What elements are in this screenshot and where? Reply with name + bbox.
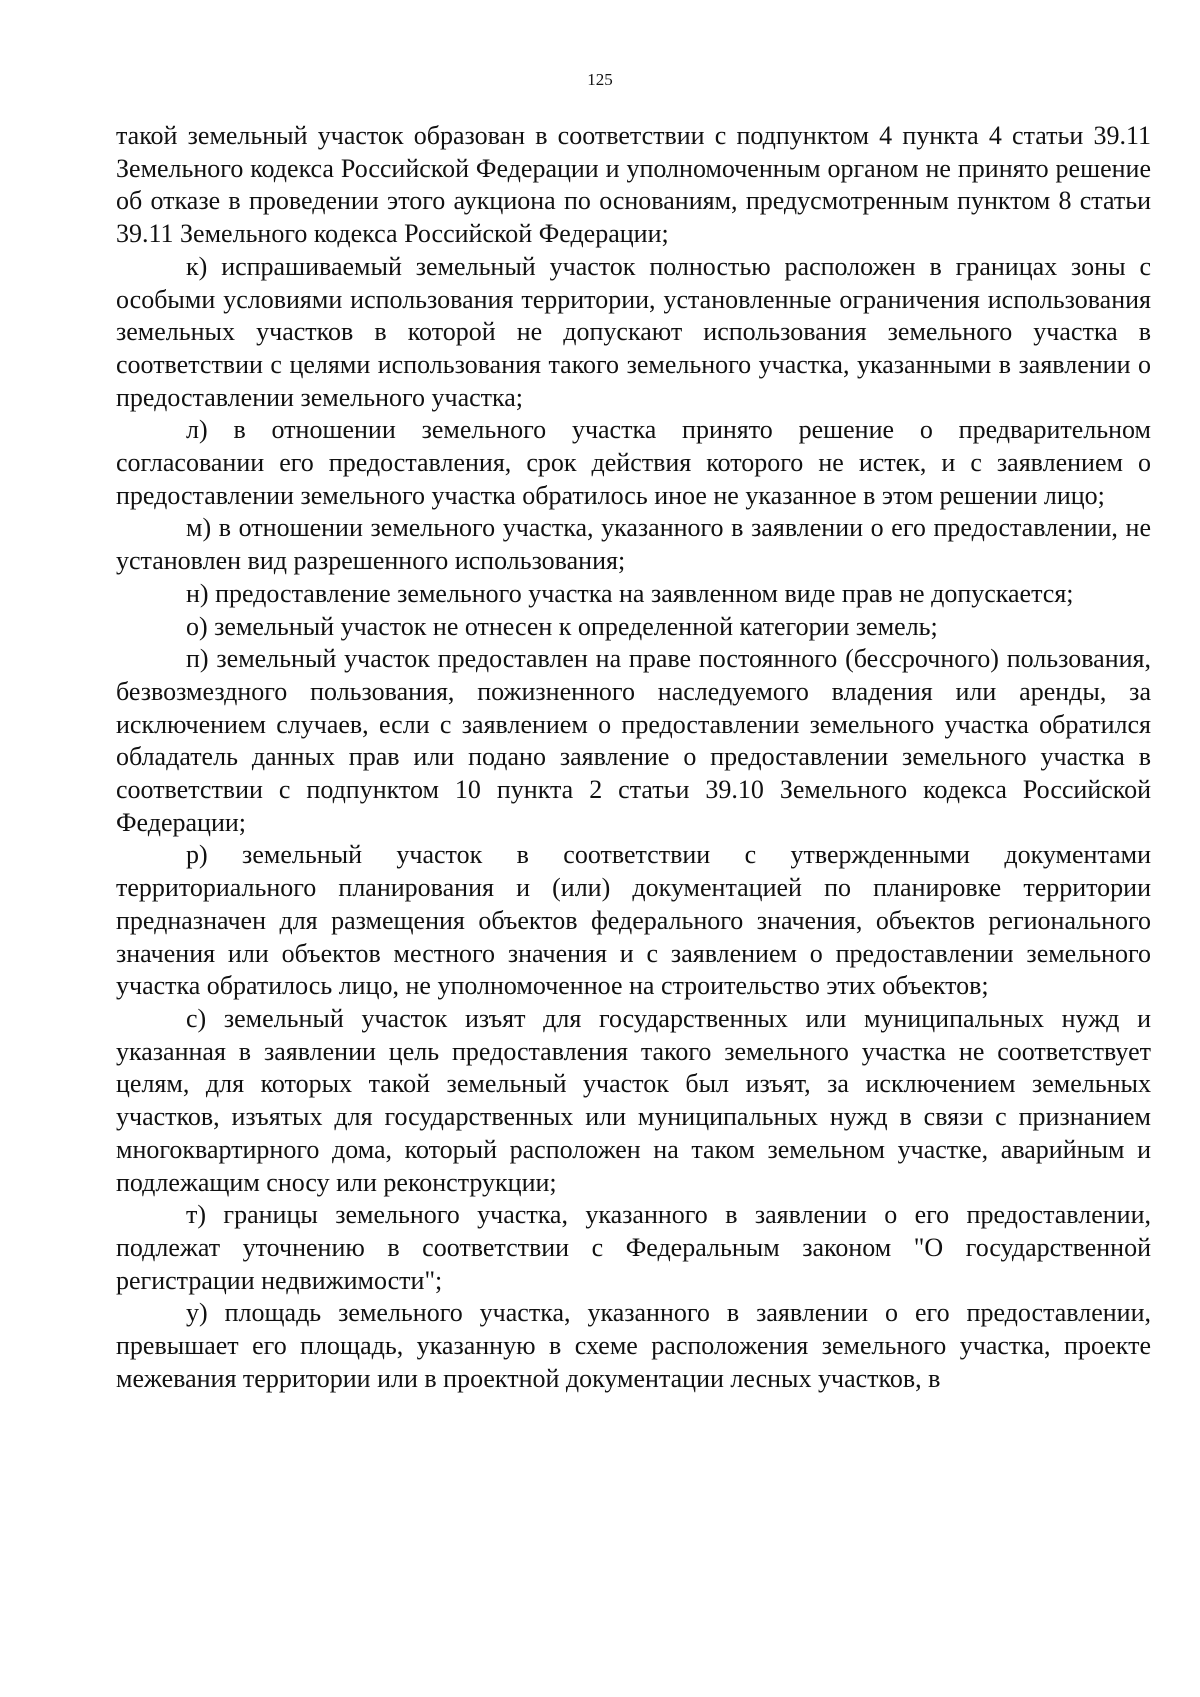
paragraph-item-t: т) границы земельного участка, указанного в заявлении о его предоставлении, подлежат уточнению в соответствии с Федеральным законом "О государственной регистрации недвижимости";	[116, 1200, 1151, 1295]
page-number: 125	[587, 70, 613, 89]
paragraph-item-s: с) земельный участок изъят для государственных или муниципальных нужд и указанная в заявлении цель предоставления такого земельного участка не соответствует целям, для которых такой земельный участок был изъят, за исключением земельных участков, изъятых для государственных или муниципальных нужд в связи с признанием многоквартирного дома, который расположен на таком земельном участке, аварийным и подлежащим сносу или реконструкции;	[116, 1003, 1151, 1197]
paragraph-item-o: о) земельный участок не отнесен к определенной категории земель;	[186, 611, 938, 641]
paragraph-item-n: н) предоставление земельного участка на заявленном виде прав не допускается;	[186, 578, 1074, 608]
paragraph-item-l: л) в отношении земельного участка принято решение о предварительном согласовании его предоставления, срок действия которого не истек, и с заявлением о предоставлении земельного участка обратилось иное не указанное в этом решении лицо;	[116, 415, 1151, 510]
paragraph-item-k: к) испрашиваемый земельный участок полностью расположен в границах зоны с особыми условиями использования территории, установленные ограничения использования земельных участков в которой не допускают использования земельного участка в соответствии с целями использования такого земельного участка, указанными в заявлении о предоставлении земельного участка;	[116, 251, 1151, 412]
paragraph-item-m: м) в отношении земельного участка, указанного в заявлении о его предоставлении, не установлен вид разрешенного использования;	[116, 513, 1151, 576]
paragraph-item-r: р) земельный участок в соответствии с утвержденными документами территориального планирования и (или) документацией по планировке территории предназначен для размещения объектов федерального значения, объектов регионального значения или объектов местного значения и с заявлением о предоставлении земельного участка обратилось лицо, не уполномоченное на строительство этих объектов;	[116, 840, 1151, 1001]
paragraph-item-p: п) земельный участок предоставлен на праве постоянного (бессрочного) пользования, безвозмездного пользования, пожизненного наследуемого владения или аренды, за исключением случаев, если с заявлением о предоставлении земельного участка обратился обладатель данных прав или подано заявление о предоставлении земельного участка в соответствии с подпунктом 10 пункта 2 статьи 39.10 Земельного кодекса Российской Федерации;	[116, 644, 1151, 837]
paragraph-continuation: такой земельный участок образован в соответствии с подпунктом 4 пункта 4 статьи 39.11 Земельного кодекса Российской Федерации и уполномоченным органом не принято решение об отказе в проведении этого аукциона по основаниям, предусмотренным пунктом 8 статьи 39.11 Земельного кодекса Российской Федерации;	[116, 121, 1151, 249]
paragraph-item-u: у) площадь земельного участка, указанного в заявлении о его предоставлении, превышает его площадь, указанную в схеме расположения земельного участка, проекте межевания территории или в проектной документации лесных участков, в	[116, 1298, 1151, 1393]
document-body	[116, 120, 1151, 1395]
